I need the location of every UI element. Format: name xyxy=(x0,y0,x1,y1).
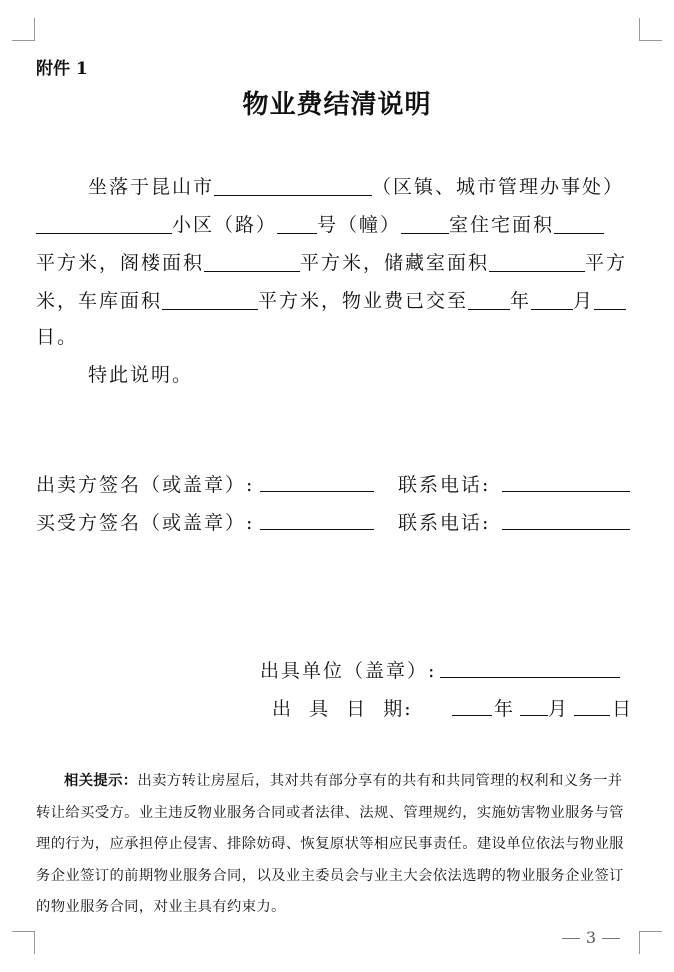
body-line-5: 日。 xyxy=(36,326,79,348)
issue-year-blank[interactable] xyxy=(452,715,492,716)
note-text: 出卖方转让房屋后，其对共有部分享有的共有和共同管理的权利和义务一并转让给买受方。业主违反物业服务合同或者法律、法规、管理规约，实施妨害物业服务与管理的行为，应承担停止侵害、排除妨碍、恢复原状等相应民事责任。建设单位依法与物业服务企业签订的前期物业服务合同，以及业主委员会与业主大会依法选聘的物业服务企业签订的物业服务合同，对业主具有约束力。 xyxy=(36,773,624,915)
buyer-signature-blank[interactable] xyxy=(260,529,374,530)
issue-year-label: 年 xyxy=(494,698,516,720)
crop-mark-top-right xyxy=(639,18,662,41)
issue-month-blank[interactable] xyxy=(520,715,548,716)
body-line-2: 小区（路） 号（幢） 室住宅面积 xyxy=(36,210,604,237)
blank-paid-day[interactable] xyxy=(594,291,626,310)
blank-loft-area[interactable] xyxy=(204,253,300,272)
issuer-label: 出具单位（盖章）: xyxy=(260,660,437,682)
blank-garage-area[interactable] xyxy=(162,291,258,310)
blank-paid-month[interactable] xyxy=(531,291,573,310)
seller-signature-blank[interactable] xyxy=(260,491,374,492)
blank-storage-area[interactable] xyxy=(489,253,585,272)
page-title: 物业费结清说明 xyxy=(242,90,432,120)
blank-paid-year[interactable] xyxy=(468,291,510,310)
issue-month-label: 月 xyxy=(548,698,570,720)
page-number: 3 xyxy=(556,928,626,947)
issue-date-label: 出 具 日 期: xyxy=(272,698,413,720)
body-line-1: 坐落于昆山市 （区镇、城市管理办事处） xyxy=(88,176,625,198)
buyer-phone-blank[interactable] xyxy=(502,529,630,530)
crop-mark-bottom-right xyxy=(639,931,662,954)
blank-community[interactable] xyxy=(36,215,172,234)
seller-phone-label: 联系电话: xyxy=(398,474,491,496)
buyer-signature-label: 买受方签名（或盖章）: xyxy=(36,512,255,534)
statement: 特此说明。 xyxy=(88,364,194,386)
body-line-3: 平方米，阁楼面积 平方米，储藏室面积 平方 xyxy=(36,252,628,274)
related-note xyxy=(36,766,636,924)
attachment-label: 附件 1 xyxy=(36,59,88,79)
seller-phone-blank[interactable] xyxy=(502,491,630,492)
blank-residence-area[interactable] xyxy=(554,215,604,234)
blank-city[interactable] xyxy=(214,177,372,196)
seller-signature-label: 出卖方签名（或盖章）: xyxy=(36,474,255,496)
crop-mark-top-left xyxy=(12,18,35,41)
crop-mark-bottom-left xyxy=(12,931,35,954)
note-label: 相关提示： xyxy=(64,773,138,789)
issue-day-label: 日 xyxy=(612,698,634,720)
buyer-phone-label: 联系电话: xyxy=(398,512,491,534)
body-line-4: 米，车库面积 平方米，物业费已交至 年 月 xyxy=(36,286,626,313)
blank-number[interactable] xyxy=(277,215,317,234)
issuer-blank[interactable] xyxy=(440,677,620,678)
blank-room[interactable] xyxy=(401,215,449,234)
issue-day-blank[interactable] xyxy=(574,715,610,716)
